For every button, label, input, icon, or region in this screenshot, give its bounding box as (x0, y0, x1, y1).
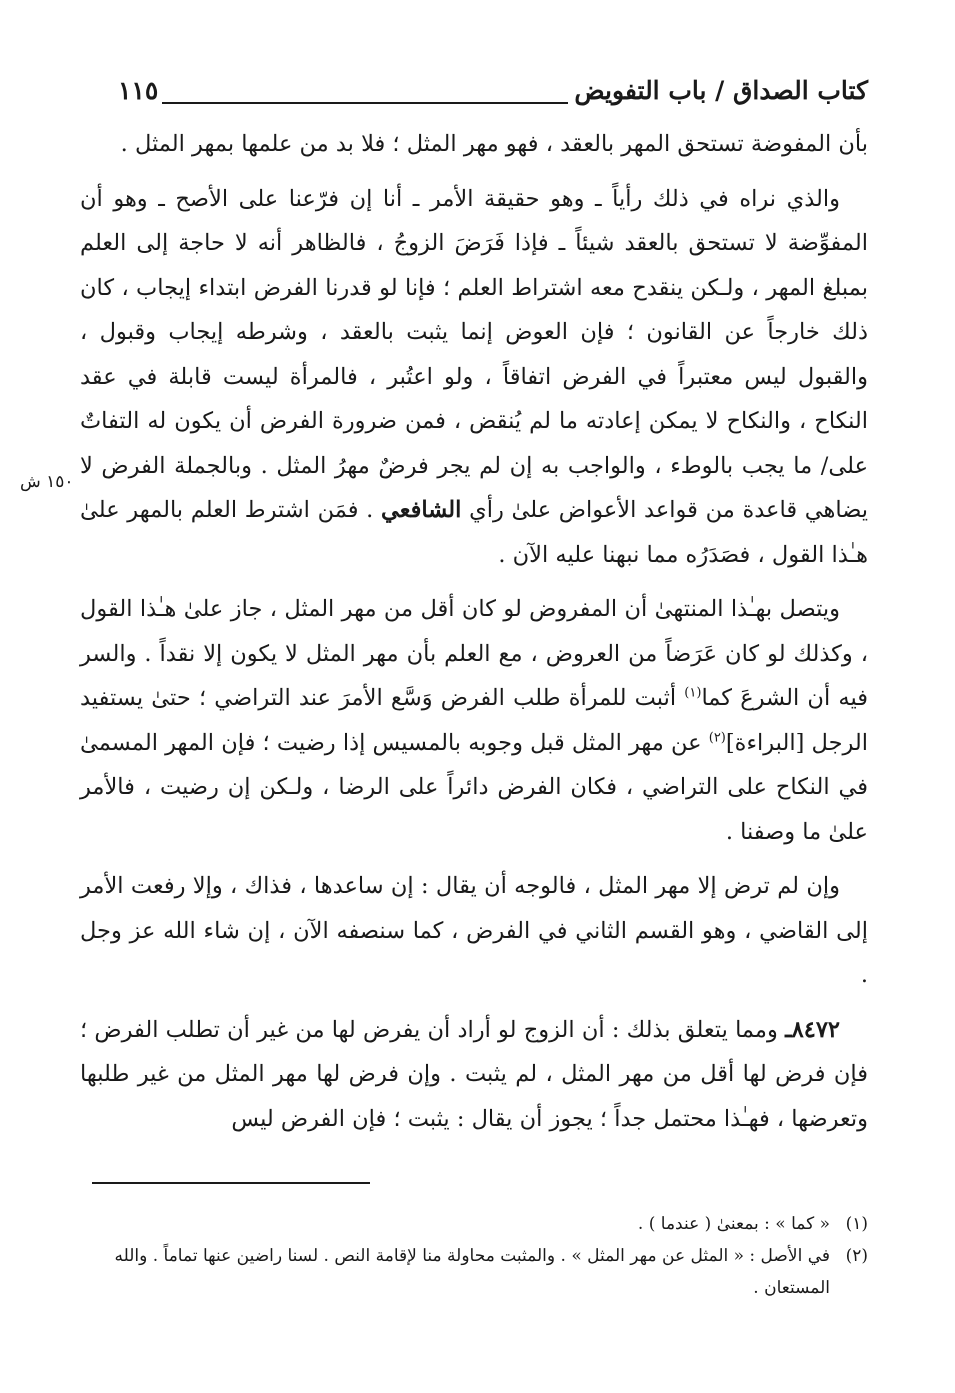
paragraph (80, 587, 868, 854)
footnote-number: (٢) (845, 1246, 868, 1266)
chapter-title: كتاب الصداق / باب التفويض (574, 76, 868, 105)
issue-number: ٨٤٧٢ـ (785, 1016, 841, 1043)
footnote-text: في الأصل : « المثل عن مهر المثل » . والمثبت محاولة منا لإقامة النص . لسنا راضين عنها تماماً . والله المستعان . (114, 1246, 830, 1298)
paragraph-text: بأن المفوضة تستحق المهر بالعقد ، فهو مهر المثل ؛ فلا بد من علمها بمهر المثل . (120, 131, 868, 157)
footnote-ref: (١) (684, 685, 702, 701)
footnote-number: (١) (845, 1214, 868, 1234)
footnote (80, 1240, 868, 1304)
paragraph-text: أثبت للمرأة طلب الفرض وَسَّع الأمرَ عند التراضي ؛ حتىٰ يستفيد الرجل [البراءة] (80, 685, 869, 756)
book-page (80, 62, 868, 1151)
paragraph-text: عن مهر المثل قبل وجوبه بالمسيس إذا رضيت ؛ فإن المهر المسمىٰ في النكاح على التراضي ، فكان الفرض دائراً على الرضا ، ولـكن إن رضيت ، فالأمر علىٰ ما وصفنا . (80, 729, 868, 845)
scholar-name: الشافعي (381, 497, 462, 523)
footnote-text: « كما » : بمعنىٰ ( عندما ) . (637, 1214, 830, 1234)
paragraph (80, 1008, 868, 1142)
paragraph-text: . فمَن اشترط العلم بالمهر علىٰ هـٰذا القول ، فصَدَرُه مما نبهنا عليه الآن . (80, 497, 868, 568)
paragraph-text: ويتصل بهـٰذا المنتهىٰ أن المفروض لو كان أقل من مهر المثل ، جاز علىٰ هـٰذا القول ، وكذلك لو كان عَرَضاً من العروض ، مع العلم بأن مهر المثل لا يكون إلا نقداً . والسر فيه أن الشرعَ كما (80, 596, 869, 711)
paragraph-continuation (80, 122, 868, 167)
paragraph-text: والذي نراه في ذلك رأياً ـ وهو حقيقة الأمر ـ أنا إن فرّعنا على الأصح ـ وهو أن المفوِّضة لا تستحق بالعقد شيئاً ـ فإذا فَرَضَ الزوجُ ، فالظاهر أنه لا حاجة إلى العلم بمبلغ المهر ، ولـكن ينقدح معه اشتراط العلم ؛ فإنا لو قدرنا الفرض ابتداء إيجاب ، كان ذلك خارجاً عن القانون ؛ فإن العوض إنما يثبت بالعقد ، وشرطه إيجاب وقبول ، والقبول ليس معتبراً في الفرض اتفاقاً ، ولو اعتُبر ، فالمرأة ليست قابلة في عقد النكاح ، والنكاح لا يمكن إعادته ما لم يُنقض ، فمن ضرورة الفرض أن يكون له التفاتٌ على/ ما يجب بالوطء ، والواجب به إن لم يجر فرضٌ مهرُ المثل . وبالجملة الفرض لا يضاهي قاعدة من قواعد الأعواض علىٰ رأي (80, 185, 869, 523)
page-number: ١١٥ (118, 76, 159, 105)
paragraph (80, 864, 868, 998)
footnote-ref: (٢) (708, 730, 726, 745)
paragraph-text: ومما يتعلق بذلك : أن الزوج لو أراد أن يفرض لها من غير أن تطلب الفرض ؛ فإن فرض لها أقل من مهر المثل ، لم يثبت . وإن فرض لها مهر المثل من غير طلبها وتعرضها ، فهـٰذا محتمل جداً ؛ يجوز أن يقال : يثبت ؛ فإن الفرض ليس (80, 1016, 868, 1132)
margin-folio-note: ١٥٠ ش (20, 472, 74, 492)
main-text (80, 122, 868, 1141)
footnotes (80, 1208, 868, 1304)
running-header (80, 62, 868, 122)
paragraph (80, 177, 868, 578)
footnote (80, 1208, 868, 1240)
header-rule (162, 102, 568, 104)
paragraph-text: وإن لم ترض إلا مهر المثل ، فالوجه أن يقال : إن ساعدها ، فذاك ، وإلا رفعت الأمر إلى القاضي ، وهو القسم الثاني في الفرض ، كما سنصفه الآن ، إن شاء الله عز وجل . (80, 873, 868, 988)
footnote-rule (92, 1182, 370, 1184)
